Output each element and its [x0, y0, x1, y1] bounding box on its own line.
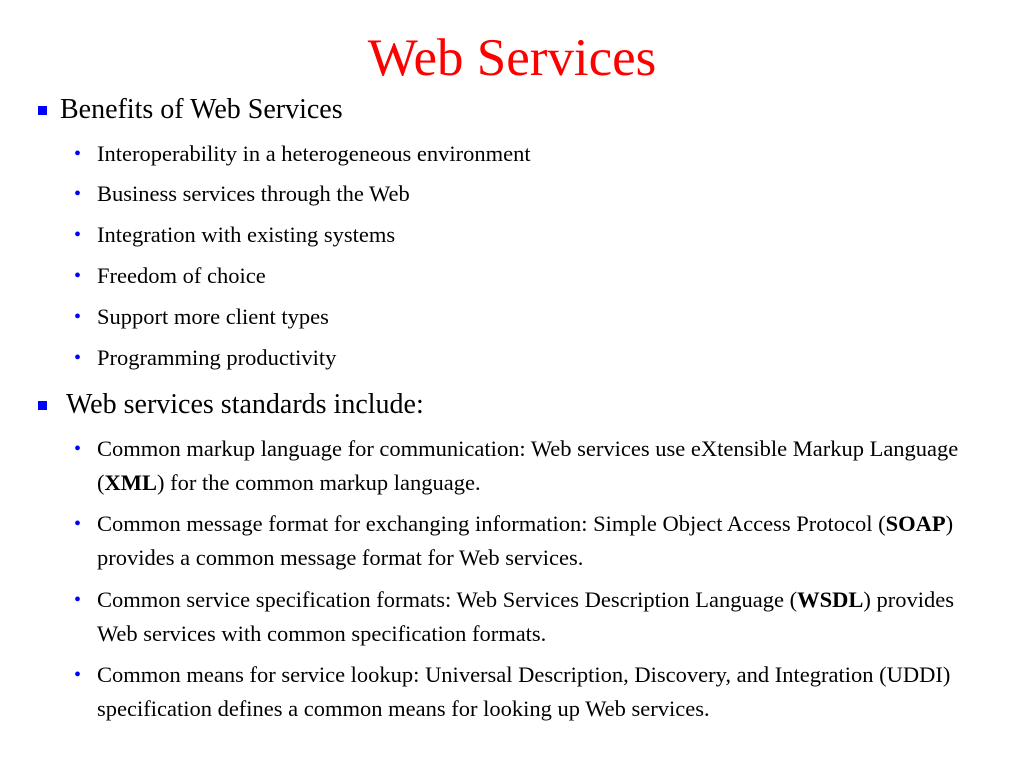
list-item	[74, 259, 984, 293]
dot-bullet-icon: •	[74, 224, 82, 246]
list-item	[74, 218, 984, 252]
slide-title: Web Services	[367, 29, 657, 87]
list-item-text: Programming productivity	[97, 345, 337, 370]
acronym-wsdl: WSDL	[797, 587, 864, 612]
dot-bullet-icon: •	[74, 183, 82, 205]
list-item-text-part: Common message format for exchanging information: Simple Object Access Protocol (	[97, 511, 886, 536]
section-heading-text: Web services standards include:	[66, 389, 424, 420]
list-item-text	[97, 507, 984, 575]
list-item-text: Business services through the Web	[97, 181, 410, 206]
list-item-text-part: ) provides Web services with common specification formats.	[97, 587, 954, 646]
dot-bullet-icon: •	[74, 589, 82, 611]
list-item-text-part: Common service specification formats: Web Services Description Language (	[97, 587, 798, 612]
list-item-text: Freedom of choice	[97, 263, 266, 288]
list-item	[74, 583, 984, 651]
dot-bullet-icon: •	[74, 438, 82, 460]
list-item-text	[97, 583, 984, 651]
list-item-text-part: ) provides a common message format for Web services.	[97, 511, 954, 570]
dot-bullet-icon: •	[74, 265, 82, 287]
list-item	[74, 658, 984, 726]
dot-bullet-icon: •	[74, 664, 82, 686]
list-item	[74, 137, 984, 171]
list-item-text-part: ) for the common markup language.	[157, 470, 481, 495]
dot-bullet-icon: •	[74, 306, 82, 328]
acronym-xml: XML	[104, 470, 157, 495]
list-item-text: Common means for service lookup: Universal Description, Discovery, and Integration (UDDI) specification defines a common means for looking up Web services.	[97, 662, 951, 721]
dot-bullet-icon: •	[74, 143, 82, 165]
list-item-text: Interoperability in a heterogeneous environment	[97, 141, 531, 166]
section-heading-text: Benefits of Web Services	[60, 94, 343, 125]
list-item-text: Integration with existing systems	[97, 222, 396, 247]
list-item	[74, 341, 984, 375]
dot-bullet-icon: •	[74, 347, 82, 369]
list-item-text: Support more client types	[97, 304, 329, 329]
list-item-text-part: Common markup language for communication: Web services use eXtensible Markup Language (	[97, 436, 959, 495]
list-item	[74, 177, 984, 211]
list-item	[74, 507, 984, 575]
square-bullet-icon	[38, 401, 47, 410]
section-heading-standards	[38, 389, 998, 421]
list-item	[74, 300, 984, 334]
dot-bullet-icon: •	[74, 513, 82, 535]
list-item-text	[97, 432, 984, 500]
square-bullet-icon	[38, 106, 47, 115]
acronym-soap: SOAP	[885, 511, 946, 536]
list-item	[74, 432, 984, 500]
section-heading-benefits	[38, 94, 998, 126]
